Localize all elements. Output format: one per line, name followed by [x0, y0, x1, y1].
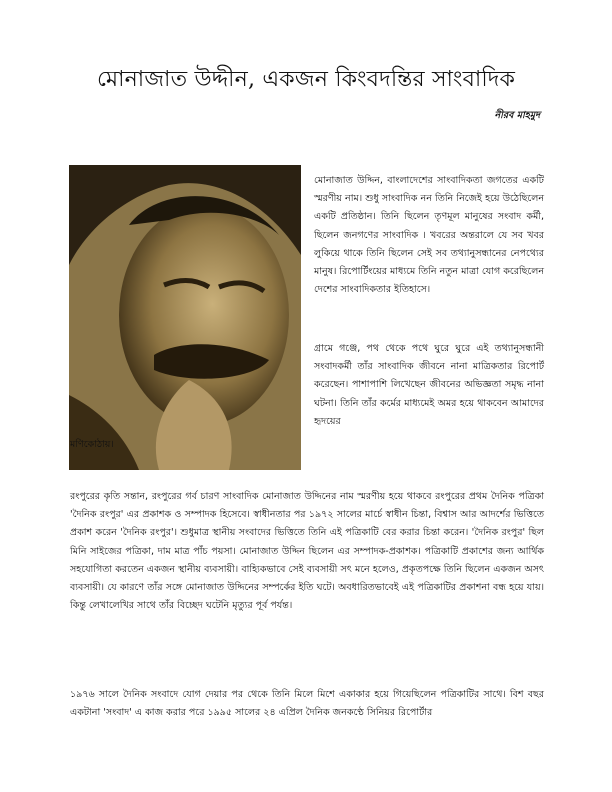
sangbad-paragraph: ১৯৭৬ সালে দৈনিক সংবাদে যোগ দেয়ার পর থেকে তিনি মিলে মিশে একাকার হয়ে গিয়েছিলেন পত্রিকাটির সাথে। বিশ বছর একটানা 'সংবাদ' এ কাজ করার পরে ১৯৯৫ সালের ২৪ এপ্রিল দৈনিক জনকণ্ঠে সিনিয়র রিপোর্টার [70, 689, 544, 719]
portrait-photo [69, 165, 301, 470]
second-paragraph-tail: মণিকোঠায়। [70, 439, 114, 450]
page-title: মোনাজাত উদ্দীন, একজন কিংবদন্তির সাংবাদিক [96, 67, 516, 92]
second-paragraph: গ্রামে গঞ্জে, পথ থেকে পথে ঘুরে ঘুরে এই তথ্যানুসন্ধানী সংবাদকর্মী তাঁর সাংবাদিক জীবনে নানা মাত্রিকতার রিপোর্ট করেছেন। পাশাপাশি লিখেছেন জীবনের অভিজ্ঞতা সমৃদ্ধ নানা ঘটনা। তিনি তাঁর কর্মের মাধ্যমেই অমর হয়ে থাকবেন আমাদের হৃদয়ের [314, 343, 544, 427]
author-byline: নীরব মাহমুদ [494, 110, 540, 121]
portrait-illustration [69, 165, 301, 470]
rangpur-paragraph: রংপুরের কৃতি সন্তান, রংপুরের গর্ব চারণ সাংবাদিক মোনাজাত উদ্দিনের নাম স্মরণীয় হয়ে থাকবে রংপুরের প্রথম দৈনিক পত্রিকা 'দৈনিক রংপুর' এর প্রকাশক ও সম্পাদক হিসেবে। স্বাধীনতার পর ১৯৭২ সালের মার্চে স্বাধীন চিন্তা, বিশ্বাস আর আদর্শের ভিত্তিতে প্রকাশ করেন 'দৈনিক রংপুর'। শুধুমাত্র স্থানীয় সংবাদের ভিত্তিতে তিনি এই পত্রিকাটি বের করার চিন্তা করেন। 'দৈনিক রংপুর' ছিল মিনি সাইজের পত্রিকা, দাম মাত্র পাঁচ পয়সা। মোনাজাত উদ্দিন ছিলেন এর সম্পাদক-প্রকাশক। পত্রিকাটি প্রকাশের জন্য আর্থিক সহযোগিতা করতেন একজন স্থানীয় ব্যবসায়ী। বাহ্যিকভাবে সেই ব্যবসায়ী সৎ মনে হলেও, প্রকৃতপক্ষে তিনি ছিলেন একজন অসৎ ব্যবসায়ী। যে কারণে তাঁর সঙ্গে মোনাজাত উদ্দিনের সম্পর্কের ইতি ঘটে। অবধারিতভাবেই এই পত্রিকাটির প্রকাশনা বন্ধ হয়ে যায়। কিন্তু লেখালেখির সাথে তাঁর বিচ্ছেদ ঘটেনি মৃত্যুর পূর্ব পর্যন্ত। [70, 491, 544, 612]
intro-paragraph: মোনাজাত উদ্দিন, বাংলাদেশের সাংবাদিকতা জগতের একটি স্মরণীয় নাম। শুধু সাংবাদিক নন তিনি নিজেই হয়ে উঠেছিলেন একটি প্রতিষ্ঠান। তিনি ছিলেন তৃণমূল মানুষের সংবাদ কর্মী, ছিলেন জনগণের সাংবাদিক । খবরের অন্তরালে যে সব খবর লুকিয়ে থাকে তিনি ছিলেন সেই সব তথ্যানুসন্ধানের নেপথ্যের মানুষ। রিপোর্টিংয়ের মাধ্যমে তিনি নতুন মাত্রা যোগ করেছিলেন দেশের সাংবাদিকতার ইতিহাসে। [314, 175, 544, 296]
